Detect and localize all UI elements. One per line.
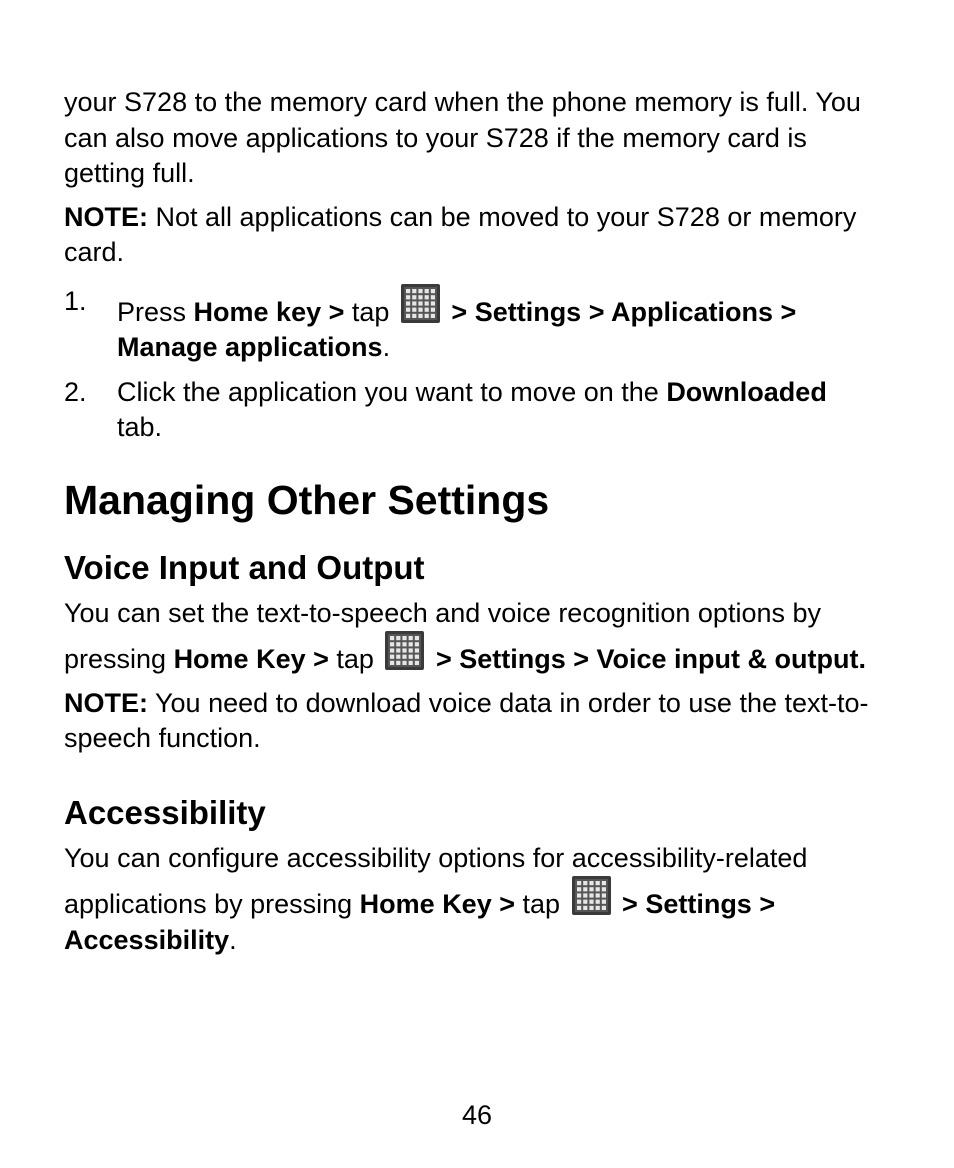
accessibility-bold-text: Home Key > xyxy=(359,889,515,919)
accessibility-text: tap xyxy=(515,889,568,919)
section-title: Managing Other Settings xyxy=(64,476,550,523)
voice-text: tap xyxy=(328,644,382,674)
voice-bold-text: > Settings > Voice input & output. xyxy=(428,644,866,674)
note-paragraph xyxy=(64,200,874,271)
voice-heading: Voice Input and Output xyxy=(64,548,425,586)
intro-paragraph: your S728 to the memory card when the phone memory is full. You can also move applications to your S728 if the memory card is getting full. xyxy=(64,87,861,188)
accessibility-bold-text: > Settings > Accessibility xyxy=(64,889,776,955)
note-label: NOTE: xyxy=(64,687,148,718)
accessibility-paragraph xyxy=(64,841,874,959)
step-text: . xyxy=(382,332,391,362)
step-text: Click the application you want to move on the xyxy=(117,376,667,407)
step-text: tab. xyxy=(117,412,163,442)
app-grid-icon xyxy=(385,631,424,670)
app-grid-icon xyxy=(401,284,440,323)
accessibility-heading: Accessibility xyxy=(64,793,266,831)
accessibility-text: You can configure accessibility options for accessibility-related applications by pressing xyxy=(64,842,808,919)
accessibility-text: . xyxy=(229,924,237,955)
step-number: 2. xyxy=(64,376,87,407)
steps-list xyxy=(64,284,874,446)
manual-page xyxy=(64,85,874,958)
step-bold-text: Downloaded xyxy=(666,376,827,407)
voice-paragraph xyxy=(64,596,874,678)
voice-text: You can set the text-to-speech and voice recognition options by pressing xyxy=(64,597,821,674)
note-text: You need to download voice data in order to use the text-to-speech function. xyxy=(64,687,869,753)
step-text: tap xyxy=(344,296,397,327)
note-text: Not all applications can be moved to your S728 or memory card. xyxy=(64,201,857,267)
page-number: 46 xyxy=(461,1100,493,1130)
voice-bold-text: Home Key > xyxy=(173,644,329,674)
note-label: NOTE: xyxy=(64,201,148,232)
step-text: Press xyxy=(117,296,194,327)
voice-note-paragraph xyxy=(64,686,874,757)
step-number: 1. xyxy=(64,285,87,316)
step-item xyxy=(64,375,874,446)
app-grid-icon xyxy=(572,876,611,915)
step-item xyxy=(64,284,874,366)
step-bold-text: Home key > xyxy=(193,296,345,327)
step-bold-text: > Settings > Applications > Manage applications xyxy=(117,296,797,362)
